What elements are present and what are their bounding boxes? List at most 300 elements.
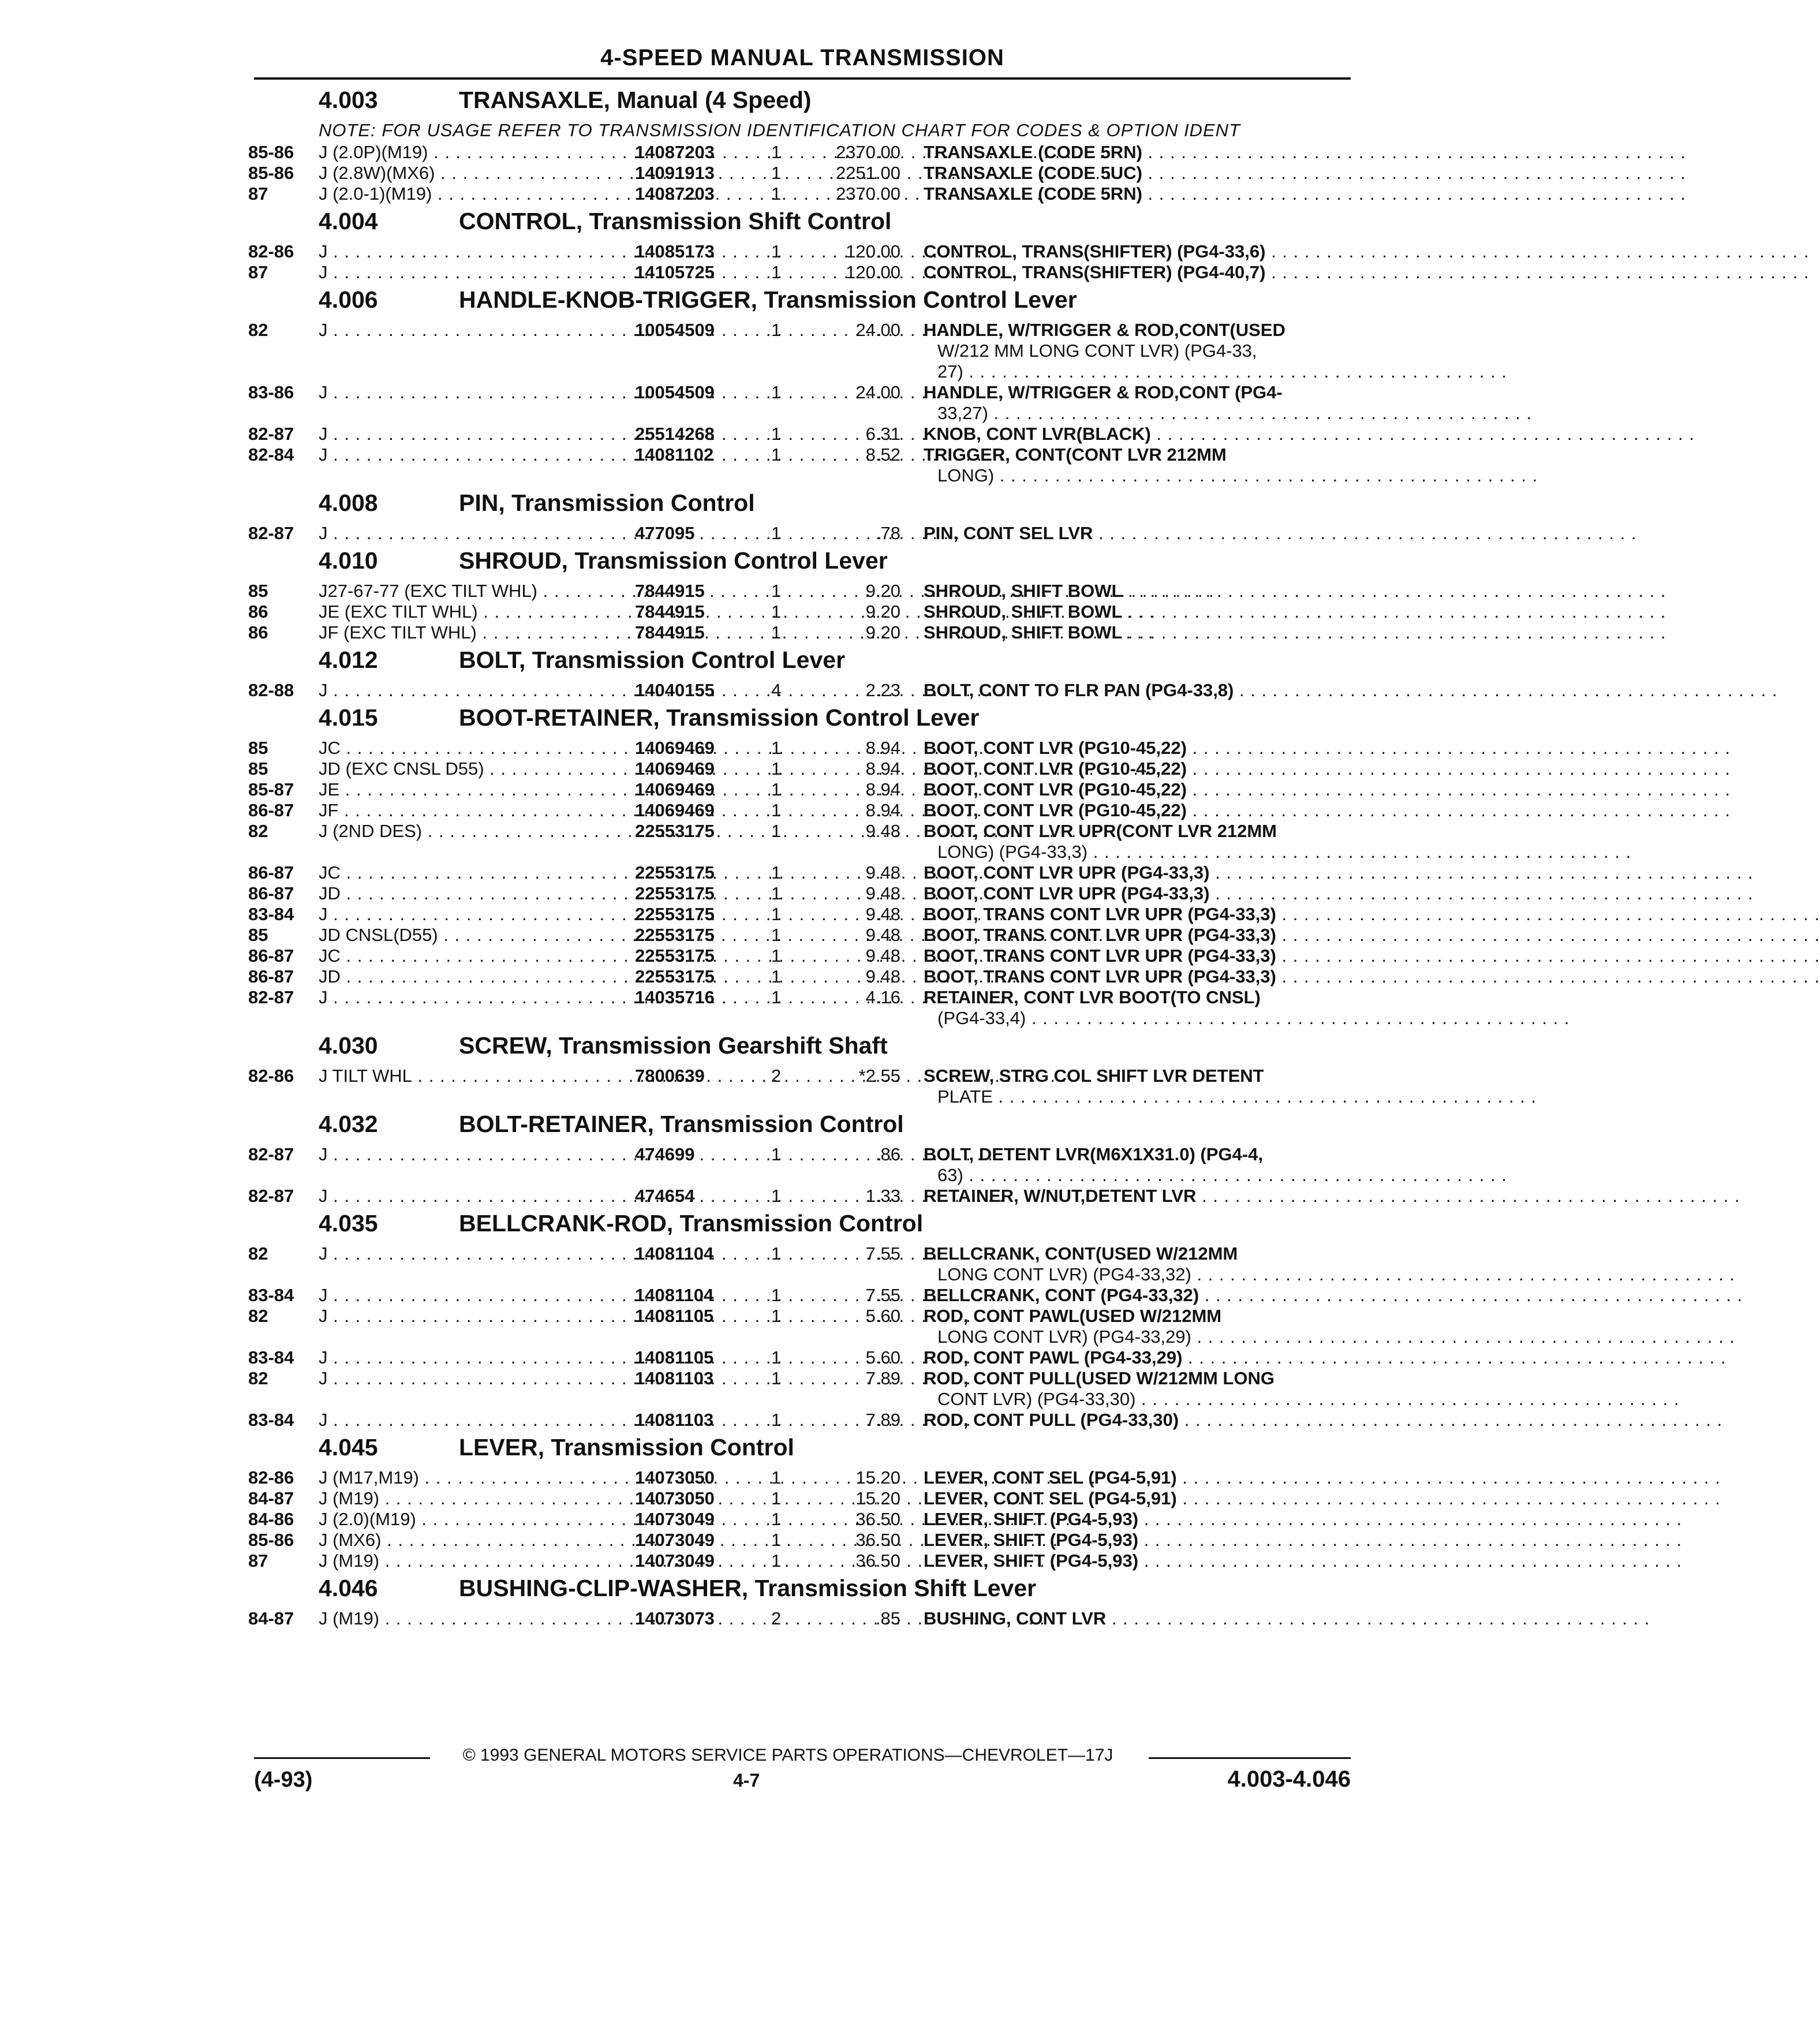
- part-row: [0, 622, 1666, 643]
- description-text: SHROUD, SHIFT BOWL: [924, 602, 1123, 622]
- description-text: BOOT, CONT LVR (PG10-45,22): [924, 800, 1187, 820]
- list-price: 9.48: [865, 966, 900, 987]
- model-years: 82-88: [248, 680, 294, 700]
- section-heading: [0, 486, 1459, 523]
- list-price: 2370.00: [835, 184, 900, 204]
- model-application: JE . . .: [319, 779, 625, 800]
- section-number: 4.045: [319, 1434, 378, 1460]
- part-row: [0, 320, 1507, 382]
- part-description: [924, 163, 1686, 184]
- section-heading: [0, 204, 1459, 241]
- leader-dots: . . . . . . . . . . . . . . . . . . . . . . . . . . . . . . . . . . . . . . . . . . . . . . . . .: [1122, 602, 1666, 622]
- quantity: 1: [771, 1410, 782, 1430]
- model-application: JD . . .: [319, 883, 625, 904]
- part-row: [0, 1467, 1721, 1488]
- list-price: 9.48: [865, 904, 900, 924]
- part-description: [924, 1186, 1740, 1206]
- description-line: [924, 883, 1754, 904]
- part-number: 14081105: [635, 1347, 714, 1368]
- model-application: J . . .: [319, 904, 625, 925]
- list-price: 8.94: [865, 800, 900, 820]
- description-line: [924, 444, 1345, 465]
- description-line: [924, 1551, 1683, 1571]
- footer-rule-right: [1149, 1757, 1351, 1759]
- page-title: 4-SPEED MANUAL TRANSMISSION: [600, 45, 1004, 70]
- list-price: .78: [875, 523, 900, 543]
- description-line: [924, 1467, 1721, 1488]
- model-application: JD . . .: [319, 966, 625, 987]
- quantity: 1: [771, 966, 782, 987]
- model-application: J (2.8W)(MX6) . . .: [319, 163, 625, 184]
- description-text: CONT LVR) (PG4-33,30): [937, 1389, 1136, 1409]
- part-row: [0, 1306, 1735, 1347]
- part-number: 477095: [635, 523, 695, 543]
- description-line: [924, 925, 1820, 946]
- part-number: 22553175: [635, 862, 715, 883]
- list-price: 9.20: [865, 622, 900, 643]
- part-row: [0, 1608, 1650, 1629]
- model-years: 82: [248, 1306, 268, 1326]
- description-text: BOOT, TRANS CONT LVR UPR (PG4-33,3): [924, 925, 1276, 945]
- section: [0, 283, 1695, 486]
- part-description: [924, 738, 1731, 759]
- description-line: [924, 1509, 1683, 1530]
- description-line: [924, 1530, 1683, 1551]
- model-years: 82-87: [248, 424, 294, 444]
- section-title: BOLT, Transmission Control Lever: [459, 647, 846, 673]
- model-application: J . . .: [319, 1368, 625, 1389]
- part-number: 14035716: [635, 987, 715, 1007]
- model-application: J . . .: [319, 424, 625, 444]
- description-text: TRANSAXLE (CODE 5RN): [924, 184, 1142, 204]
- description-text: TRANSAXLE (CODE 5RN): [924, 142, 1142, 162]
- quantity: 1: [771, 320, 782, 340]
- part-row: [0, 581, 1666, 602]
- section-title: LEVER, Transmission Control: [459, 1434, 794, 1460]
- model-application: J . . .: [319, 320, 625, 341]
- section-note: NOTE: FOR USAGE REFER TO TRANSMISSION IDENTIFICATION CHART FOR CODES & OPTION IDENT: [319, 120, 1240, 140]
- description-text: (PG4-33,4): [937, 1008, 1026, 1028]
- model-years: 82: [248, 821, 268, 841]
- section: [0, 701, 1820, 1029]
- model-years: 86: [248, 622, 268, 643]
- part-row: [0, 904, 1820, 925]
- description-line: [924, 759, 1731, 779]
- part-number: 14069469: [635, 779, 715, 800]
- model-years: 85: [248, 738, 268, 758]
- part-description: [924, 1509, 1683, 1530]
- list-price: 2251.00: [835, 163, 900, 183]
- part-description: [924, 1551, 1683, 1571]
- part-number: 14073073: [635, 1608, 715, 1628]
- leader-dots: . . . . . . . . . . . . . . . . . . . . . . . . . . . . . . . . . . . . . . . . . . . . . . . . .: [1093, 523, 1637, 543]
- leader-dots: . . . . . . . . . . . . . . . . . . . . . . . . . . . . . . . . . . . . . . . . . . . . . . . . .: [1179, 1410, 1723, 1430]
- part-row: [0, 680, 1778, 701]
- part-row: [0, 966, 1820, 987]
- description-line: [924, 581, 1666, 602]
- part-description: [924, 622, 1666, 643]
- part-description: [924, 1410, 1723, 1430]
- part-description: [924, 241, 1810, 262]
- model-years: 82: [248, 320, 268, 340]
- model-years: 82-86: [248, 241, 294, 262]
- section: [0, 83, 1686, 204]
- quantity: 1: [771, 602, 782, 622]
- part-description: [924, 779, 1731, 800]
- description-text: LEVER, SHIFT (PG4-5,93): [924, 1551, 1139, 1571]
- quantity: 2: [771, 1608, 782, 1628]
- part-description: [924, 444, 1538, 486]
- part-description: [924, 800, 1731, 821]
- description-text: BOOT, CONT LVR (PG10-45,22): [924, 738, 1187, 758]
- description-line: [924, 779, 1731, 800]
- part-description: [924, 424, 1695, 444]
- model-application: JE (EXC TILT WHL) . . .: [319, 602, 625, 622]
- model-application: JC . . .: [319, 862, 625, 883]
- quantity: 1: [771, 800, 782, 820]
- description-text: BOOT, TRANS CONT LVR UPR (PG4-33,3): [924, 966, 1276, 987]
- section: [0, 1029, 1537, 1107]
- model-years: 85-87: [248, 779, 294, 800]
- leader-dots: . . . . . . . . . . . . . . . . . . . . . . . . . . . . . . . . . . . . . . . . . . . . . . . . .: [1142, 163, 1686, 183]
- part-row: [0, 800, 1731, 821]
- list-price: 6.31: [865, 424, 900, 444]
- part-number: 22553175: [635, 904, 715, 924]
- description-text: 27): [937, 361, 963, 382]
- part-row: [0, 523, 1637, 544]
- description-text: ROD, CONT PAWL (PG4-33,29): [924, 1347, 1183, 1368]
- part-description: [924, 1530, 1683, 1551]
- leader-dots: . . . . . . . . . . . . . . . . . . . . . . . . . . . . . . . . . . . . . . . . . . . . . . . . .: [1026, 1008, 1570, 1028]
- parts-list: [0, 83, 1820, 1629]
- model-years: 85: [248, 759, 268, 779]
- description-text: 63): [937, 1165, 963, 1185]
- part-number: 14085173: [635, 241, 715, 262]
- model-years: 84-87: [248, 1608, 294, 1628]
- quantity: 1: [771, 1243, 782, 1264]
- description-text: BOLT, CONT TO FLR PAN (PG4-33,8): [924, 680, 1234, 700]
- leader-dots: . . . . . . . . . . . . . . . . . . . . . . . . . . . . . . . . . . . . . . . . . . . . . . . . .: [963, 1165, 1507, 1185]
- quantity: 1: [771, 821, 782, 841]
- leader-dots: . . . . . . . . . . . . . . . . . . . . . . . . . . . . . . . . . . . . . . . . . . . . . . . . .: [1276, 966, 1820, 987]
- part-row: [0, 1347, 1726, 1368]
- description-line: [924, 1285, 1743, 1306]
- description-line: [924, 800, 1731, 821]
- part-description: [924, 862, 1754, 883]
- description-text: SHROUD, SHIFT BOWL: [924, 581, 1123, 601]
- quantity: 1: [771, 184, 782, 204]
- model-years: 86-87: [248, 883, 294, 903]
- description-text: SHROUD, SHIFT BOWL: [924, 622, 1123, 643]
- list-price: 24.00: [855, 382, 900, 402]
- description-text: ROD, CONT PULL (PG4-33,30): [924, 1410, 1179, 1430]
- section: [0, 1430, 1721, 1571]
- description-text: LEVER, SHIFT (PG4-5,93): [924, 1530, 1139, 1550]
- quantity: 1: [771, 523, 782, 543]
- list-price: .85: [875, 1608, 900, 1628]
- part-number: 7844915: [635, 581, 705, 601]
- list-price: 9.48: [865, 925, 900, 945]
- list-price: 36.50: [855, 1530, 900, 1550]
- section-title: CONTROL, Transmission Shift Control: [459, 208, 892, 234]
- part-number: 14081104: [635, 1243, 714, 1264]
- part-row: [0, 946, 1820, 966]
- leader-dots: . . . . . . . . . . . . . . . . . . . . . . . . . . . . . . . . . . . . . . . . . . . . . . . . .: [1138, 1530, 1683, 1550]
- leader-dots: . . . . . . . . . . . . . . . . . . . . . . . . . . . . . . . . . . . . . . . . . . . . . . . . .: [1150, 424, 1695, 444]
- leader-dots: . . . . . . . . . . . . . . . . . . . . . . . . . . . . . . . . . . . . . . . . . . . . . . . . .: [1138, 1551, 1683, 1571]
- part-number: 10054509: [635, 382, 715, 402]
- description-line: [924, 424, 1695, 444]
- description-text: BELLCRANK, CONT (PG4-33,32): [924, 1285, 1199, 1305]
- footer-date: (4-93): [254, 1768, 313, 1792]
- description-line: [924, 1066, 1345, 1086]
- list-price: 8.94: [865, 738, 900, 758]
- description-line: [924, 622, 1666, 643]
- part-row: [0, 759, 1731, 779]
- list-price: 9.48: [865, 821, 900, 841]
- part-row: [0, 424, 1695, 444]
- part-row: [0, 241, 1810, 262]
- list-price: 7.89: [865, 1410, 900, 1430]
- model-application: JC . . .: [319, 946, 625, 966]
- model-application: J . . .: [319, 262, 625, 283]
- list-price: 7.55: [865, 1243, 900, 1264]
- section-number: 4.046: [319, 1575, 378, 1601]
- description-text: BOOT, TRANS CONT LVR UPR (PG4-33,3): [924, 946, 1276, 966]
- list-price: 120.00: [846, 241, 900, 262]
- description-text: HANDLE, W/TRIGGER & ROD,CONT(USED: [924, 320, 1285, 340]
- model-years: 82-86: [248, 1066, 294, 1086]
- quantity: 1: [771, 862, 782, 883]
- leader-dots: . . . . . . . . . . . . . . . . . . . . . . . . . . . . . . . . . . . . . . . . . . . . . . . . .: [1276, 904, 1820, 924]
- list-price: *2.55: [858, 1066, 900, 1086]
- model-application: J . . .: [319, 1186, 625, 1206]
- page-number: 4-7: [733, 1770, 760, 1791]
- part-row: [0, 987, 1570, 1029]
- part-number: 14091913: [635, 163, 715, 183]
- part-description: [924, 1144, 1507, 1186]
- part-number: 22553175: [635, 883, 715, 903]
- section-heading: [0, 1107, 1459, 1144]
- model-years: 83-84: [248, 1347, 294, 1368]
- description-text: BOOT, CONT LVR (PG10-45,22): [924, 779, 1187, 800]
- section-heading: [0, 283, 1459, 320]
- model-years: 83-84: [248, 1410, 294, 1430]
- leader-dots: . . . . . . . . . . . . . . . . . . . . . . . . . . . . . . . . . . . . . . . . . . . . . . . . .: [1265, 241, 1810, 262]
- section-heading: [0, 701, 1459, 738]
- part-row: [0, 1509, 1683, 1530]
- leader-dots: . . . . . . . . . . . . . . . . . . . . . . . . . . . . . . . . . . . . . . . . . . . . . . . . .: [1209, 883, 1754, 903]
- part-number: 14073049: [635, 1509, 715, 1529]
- quantity: 1: [771, 1467, 782, 1488]
- description-line: [924, 403, 1532, 424]
- description-line: [924, 680, 1778, 701]
- part-row: [0, 1410, 1723, 1430]
- section-title: BOOT-RETAINER, Transmission Control Lever: [459, 704, 980, 731]
- section-title: PIN, Transmission Control: [459, 490, 755, 516]
- part-row: [0, 1530, 1683, 1551]
- description-text: TRANSAXLE (CODE 5UC): [924, 163, 1142, 183]
- description-line: [924, 382, 1345, 403]
- section-heading: [0, 544, 1459, 581]
- leader-dots: . . . . . . . . . . . . . . . . . . . . . . . . . . . . . . . . . . . . . . . . . . . . . . . . .: [1087, 842, 1632, 862]
- model-application: J . . .: [319, 241, 625, 262]
- leader-dots: . . . . . . . . . . . . . . . . . . . . . . . . . . . . . . . . . . . . . . . . . . . . . . . . .: [1122, 581, 1666, 601]
- part-number: 474699: [635, 1144, 695, 1164]
- part-number: 14105725: [635, 262, 715, 282]
- description-line: [924, 1243, 1345, 1264]
- description-text: CONTROL, TRANS(SHIFTER) (PG4-40,7): [924, 262, 1266, 282]
- description-line: [924, 821, 1345, 842]
- section-note-line: [0, 120, 1459, 142]
- part-description: [924, 925, 1820, 946]
- leader-dots: . . . . . . . . . . . . . . . . . . . . . . . . . . . . . . . . . . . . . . . . . . . . . . . . .: [1191, 1327, 1735, 1347]
- description-text: LONG CONT LVR) (PG4-33,32): [937, 1264, 1191, 1284]
- description-text: BUSHING, CONT LVR: [924, 1608, 1107, 1628]
- model-application: J . . .: [319, 1243, 625, 1264]
- section: [0, 1107, 1740, 1206]
- quantity: 1: [771, 1368, 782, 1388]
- part-number: 14073050: [635, 1467, 715, 1488]
- description-text: BOOT, CONT LVR UPR (PG4-33,3): [924, 883, 1210, 903]
- part-number: 14073049: [635, 1551, 715, 1571]
- section-heading: [0, 1571, 1459, 1608]
- part-description: [924, 142, 1686, 163]
- part-number: 14087203: [635, 142, 715, 162]
- quantity: 1: [771, 779, 782, 800]
- description-line: [924, 262, 1810, 283]
- part-description: [924, 320, 1507, 382]
- part-description: [924, 184, 1686, 204]
- model-application: J27-67-77 (EXC TILT WHL) . . .: [319, 581, 625, 602]
- part-number: 14040155: [635, 680, 715, 700]
- model-years: 86-87: [248, 800, 294, 820]
- description-line: [924, 1327, 1735, 1347]
- description-line: [924, 1144, 1345, 1165]
- model-application: J (M17,M19) . . .: [319, 1467, 625, 1488]
- footer-copyright: © 1993 GENERAL MOTORS SERVICE PARTS OPERATIONS—CHEVROLET—17J: [462, 1746, 1113, 1765]
- description-line: [924, 1264, 1735, 1285]
- part-number: 14087203: [635, 184, 715, 204]
- model-application: J . . .: [319, 987, 625, 1008]
- leader-dots: . . . . . . . . . . . . . . . . . . . . . . . . . . . . . . . . . . . . . . . . . . . . . . . . .: [1196, 1186, 1740, 1206]
- description-text: RETAINER, CONT LVR BOOT(TO CNSL): [924, 987, 1261, 1007]
- model-years: 86-87: [248, 966, 294, 987]
- part-number: 474654: [635, 1186, 695, 1206]
- leader-dots: . . . . . . . . . . . . . . . . . . . . . . . . . . . . . . . . . . . . . . . . . . . . . . . . .: [1135, 1389, 1680, 1409]
- quantity: 4: [771, 680, 782, 700]
- section: [0, 204, 1810, 283]
- model-years: 85-86: [248, 163, 294, 183]
- quantity: 1: [771, 738, 782, 758]
- section: [0, 1206, 1743, 1430]
- description-text: LEVER, SHIFT (PG4-5,93): [924, 1509, 1139, 1529]
- description-line: [924, 904, 1820, 925]
- quantity: 1: [771, 987, 782, 1007]
- section: [0, 643, 1778, 701]
- model-application: J (2.0P)(M19) . . .: [319, 142, 625, 163]
- description-line: [924, 1086, 1537, 1107]
- description-text: BOOT, CONT LVR UPR(CONT LVR 212MM: [924, 821, 1277, 841]
- part-description: [924, 680, 1778, 701]
- model-years: 85-86: [248, 1530, 294, 1550]
- section-title: SHROUD, Transmission Control Lever: [459, 547, 888, 574]
- description-line: [924, 241, 1810, 262]
- quantity: 1: [771, 1347, 782, 1368]
- section-number: 4.003: [319, 87, 378, 113]
- description-line: [924, 1488, 1721, 1509]
- quantity: 2: [771, 1066, 782, 1086]
- description-text: BOLT, DETENT LVR(M6X1X31.0) (PG4-4,: [924, 1144, 1263, 1164]
- model-years: 82-87: [248, 1186, 294, 1206]
- part-number: 14069469: [635, 759, 715, 779]
- section: [0, 486, 1637, 544]
- model-application: J . . .: [319, 1144, 625, 1165]
- part-number: 7800639: [635, 1066, 705, 1086]
- section-number: 4.030: [319, 1032, 378, 1059]
- part-description: [924, 1368, 1680, 1410]
- description-text: W/212 MM LONG CONT LVR) (PG4-33,: [937, 341, 1257, 361]
- quantity: 1: [771, 424, 782, 444]
- quantity: 1: [771, 1530, 782, 1550]
- description-text: LONG): [937, 465, 995, 485]
- part-row: [0, 1243, 1735, 1285]
- model-application: JF (EXC TILT WHL) . . .: [319, 622, 625, 643]
- leader-dots: . . . . . . . . . . . . . . . . . . . . . . . . . . . . . . . . . . . . . . . . . . . . . . . . .: [1122, 622, 1666, 643]
- part-row: [0, 1186, 1740, 1206]
- description-line: [924, 946, 1820, 966]
- part-number: 14069469: [635, 800, 715, 820]
- list-price: 5.60: [865, 1347, 900, 1368]
- model-application: J . . .: [319, 1285, 625, 1306]
- quantity: 1: [771, 444, 782, 465]
- model-application: J (2ND DES) . . .: [319, 821, 625, 842]
- part-number: 14073050: [635, 1488, 715, 1508]
- description-line: [924, 184, 1686, 204]
- part-description: [924, 1347, 1726, 1368]
- list-price: 9.48: [865, 946, 900, 966]
- model-years: 83-84: [248, 1285, 294, 1305]
- model-application: JD (EXC CNSL D55) . . .: [319, 759, 625, 779]
- list-price: 2370.00: [835, 142, 900, 162]
- part-row: [0, 821, 1632, 862]
- model-years: 86: [248, 602, 268, 622]
- description-text: BOOT, CONT LVR UPR (PG4-33,3): [924, 862, 1210, 883]
- section-number: 4.006: [319, 286, 378, 313]
- leader-dots: . . . . . . . . . . . . . . . . . . . . . . . . . . . . . . . . . . . . . . . . . . . . . . . . .: [1106, 1608, 1650, 1628]
- quantity: 1: [771, 904, 782, 924]
- model-application: JD CNSL(D55) . . .: [319, 925, 625, 946]
- part-row: [0, 862, 1754, 883]
- model-application: J (MX6) . . .: [319, 1530, 625, 1551]
- part-row: [0, 1368, 1680, 1410]
- model-application: J (2.0)(M19) . . .: [319, 1509, 625, 1530]
- model-application: J . . .: [319, 523, 625, 544]
- model-years: 87: [248, 184, 268, 204]
- part-row: [0, 1551, 1683, 1571]
- leader-dots: . . . . . . . . . . . . . . . . . . . . . . . . . . . . . . . . . . . . . . . . . . . . . . . . .: [1186, 738, 1731, 758]
- model-application: J . . .: [319, 1347, 625, 1368]
- part-row: [0, 1066, 1537, 1107]
- quantity: 1: [771, 581, 782, 601]
- part-number: 7844915: [635, 602, 705, 622]
- model-years: 82: [248, 1368, 268, 1388]
- quantity: 1: [771, 925, 782, 945]
- section-number: 4.008: [319, 490, 378, 516]
- part-number: 25514268: [635, 424, 715, 444]
- part-description: [924, 1306, 1735, 1347]
- part-row: [0, 1144, 1507, 1186]
